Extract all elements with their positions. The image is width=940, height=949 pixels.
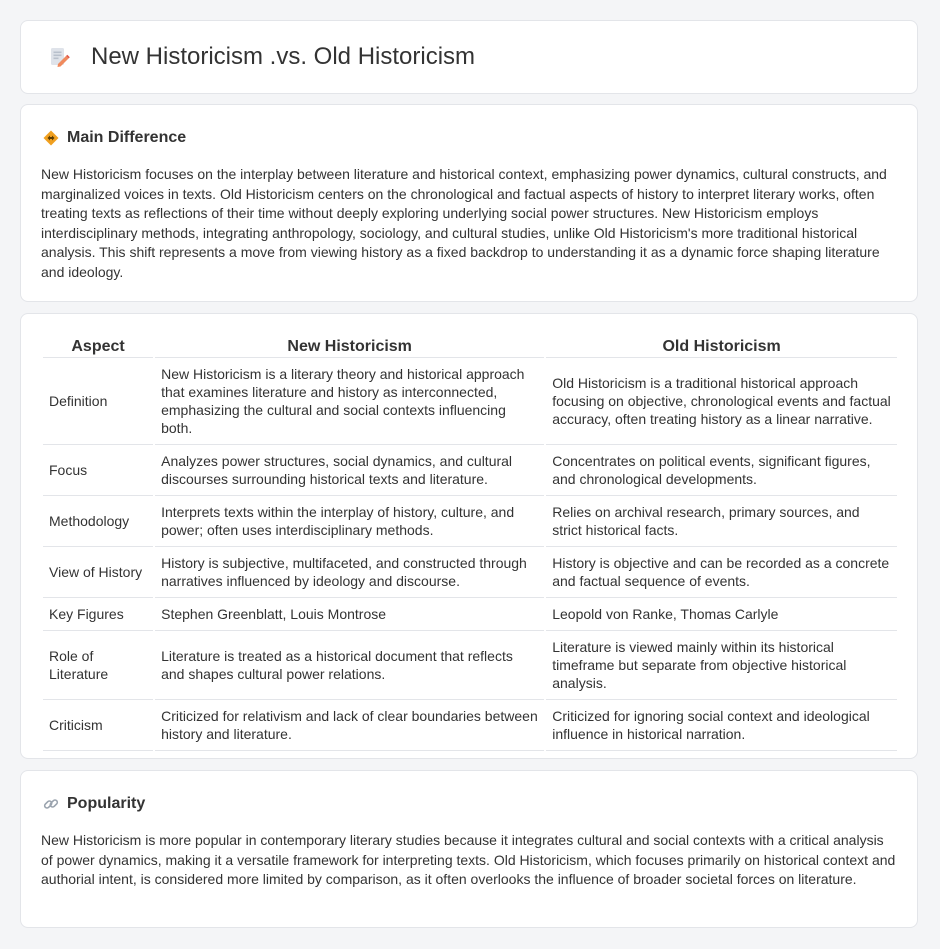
link-icon	[43, 796, 59, 812]
table-row	[43, 445, 897, 496]
table-row	[43, 358, 897, 445]
table-row	[43, 631, 897, 700]
main-difference-section	[20, 104, 918, 302]
aspect-cell: View of History	[43, 547, 153, 598]
old-historicism-cell: Literature is viewed mainly within its historical timeframe but separate from objective historical analysis.	[546, 631, 897, 700]
new-historicism-cell: History is subjective, multifaceted, and constructed through narratives influenced by ideology and discourse.	[155, 547, 544, 598]
table-row	[43, 700, 897, 751]
table-row	[43, 598, 897, 631]
old-historicism-cell: Leopold von Ranke, Thomas Carlyle	[546, 598, 897, 631]
old-historicism-cell: Concentrates on political events, significant figures, and chronological developments.	[546, 445, 897, 496]
new-historicism-cell: Interprets texts within the interplay of history, culture, and power; often uses interdisciplinary methods.	[155, 496, 544, 547]
document-pencil-icon	[47, 45, 71, 69]
new-historicism-cell: New Historicism is a literary theory and historical approach that examines literature and history as interconnected, emphasizing the cultural and social contexts influencing both.	[155, 358, 544, 445]
title-card	[20, 20, 918, 94]
new-historicism-cell: Literature is treated as a historical document that reflects and shapes cultural power relations.	[155, 631, 544, 700]
header-new-historicism: New Historicism	[155, 334, 544, 358]
old-historicism-cell: Relies on archival research, primary sources, and strict historical facts.	[546, 496, 897, 547]
new-historicism-cell: Analyzes power structures, social dynamics, and cultural discourses surrounding historical texts and literature.	[155, 445, 544, 496]
table-row	[43, 547, 897, 598]
aspect-cell: Criticism	[43, 700, 153, 751]
diamond-arrows-icon	[43, 130, 59, 146]
aspect-cell: Key Figures	[43, 598, 153, 631]
table-row	[43, 496, 897, 547]
aspect-cell: Focus	[43, 445, 153, 496]
aspect-cell: Methodology	[43, 496, 153, 547]
new-historicism-cell: Criticized for relativism and lack of clear boundaries between history and literature.	[155, 700, 544, 751]
old-historicism-cell: Old Historicism is a traditional historical approach focusing on objective, chronological events and factual accuracy, often treating history as a linear narrative.	[546, 358, 897, 445]
page-title: New Historicism .vs. Old Historicism	[91, 43, 476, 70]
popularity-section	[20, 770, 918, 928]
table-header-row	[43, 334, 897, 358]
popularity-text: New Historicism is more popular in contemporary literary studies because it integrates cultural and social contexts with a critical analysis of power dynamics, making it a versatile framework for interpreting texts. Old Historicism, which focuses primarily on historical context and authorial intent, is considered more limited by comparison, as it often overlooks the influence of broader societal forces on literature.	[41, 832, 896, 887]
main-difference-heading: Main Difference	[67, 129, 187, 146]
header-aspect: Aspect	[43, 334, 153, 358]
comparison-table-section	[20, 313, 918, 759]
old-historicism-cell: Criticized for ignoring social context and ideological influence in historical narration.	[546, 700, 897, 751]
popularity-heading: Popularity	[67, 795, 146, 812]
aspect-cell: Definition	[43, 358, 153, 445]
new-historicism-cell: Stephen Greenblatt, Louis Montrose	[155, 598, 544, 631]
comparison-table	[41, 334, 899, 751]
main-difference-text: New Historicism focuses on the interplay between literature and historical context, emphasizing power dynamics, cultural constructs, and marginalized voices in texts. Old Historicism centers on the chronological and factual aspects of history to interpret literary works, often treating texts as reflections of their time without deeply exploring underlying social power structures. New Historicism employs interdisciplinary methods, integrating anthropology, sociology, and cultural studies, unlike Old Historicism's more traditional historical analysis. This shift represents a move from viewing history as a fixed backdrop to understanding it as a dynamic force shaping literature and ideology.	[41, 166, 887, 280]
aspect-cell: Role of Literature	[43, 631, 153, 700]
header-old-historicism: Old Historicism	[546, 334, 897, 358]
old-historicism-cell: History is objective and can be recorded as a concrete and factual sequence of events.	[546, 547, 897, 598]
